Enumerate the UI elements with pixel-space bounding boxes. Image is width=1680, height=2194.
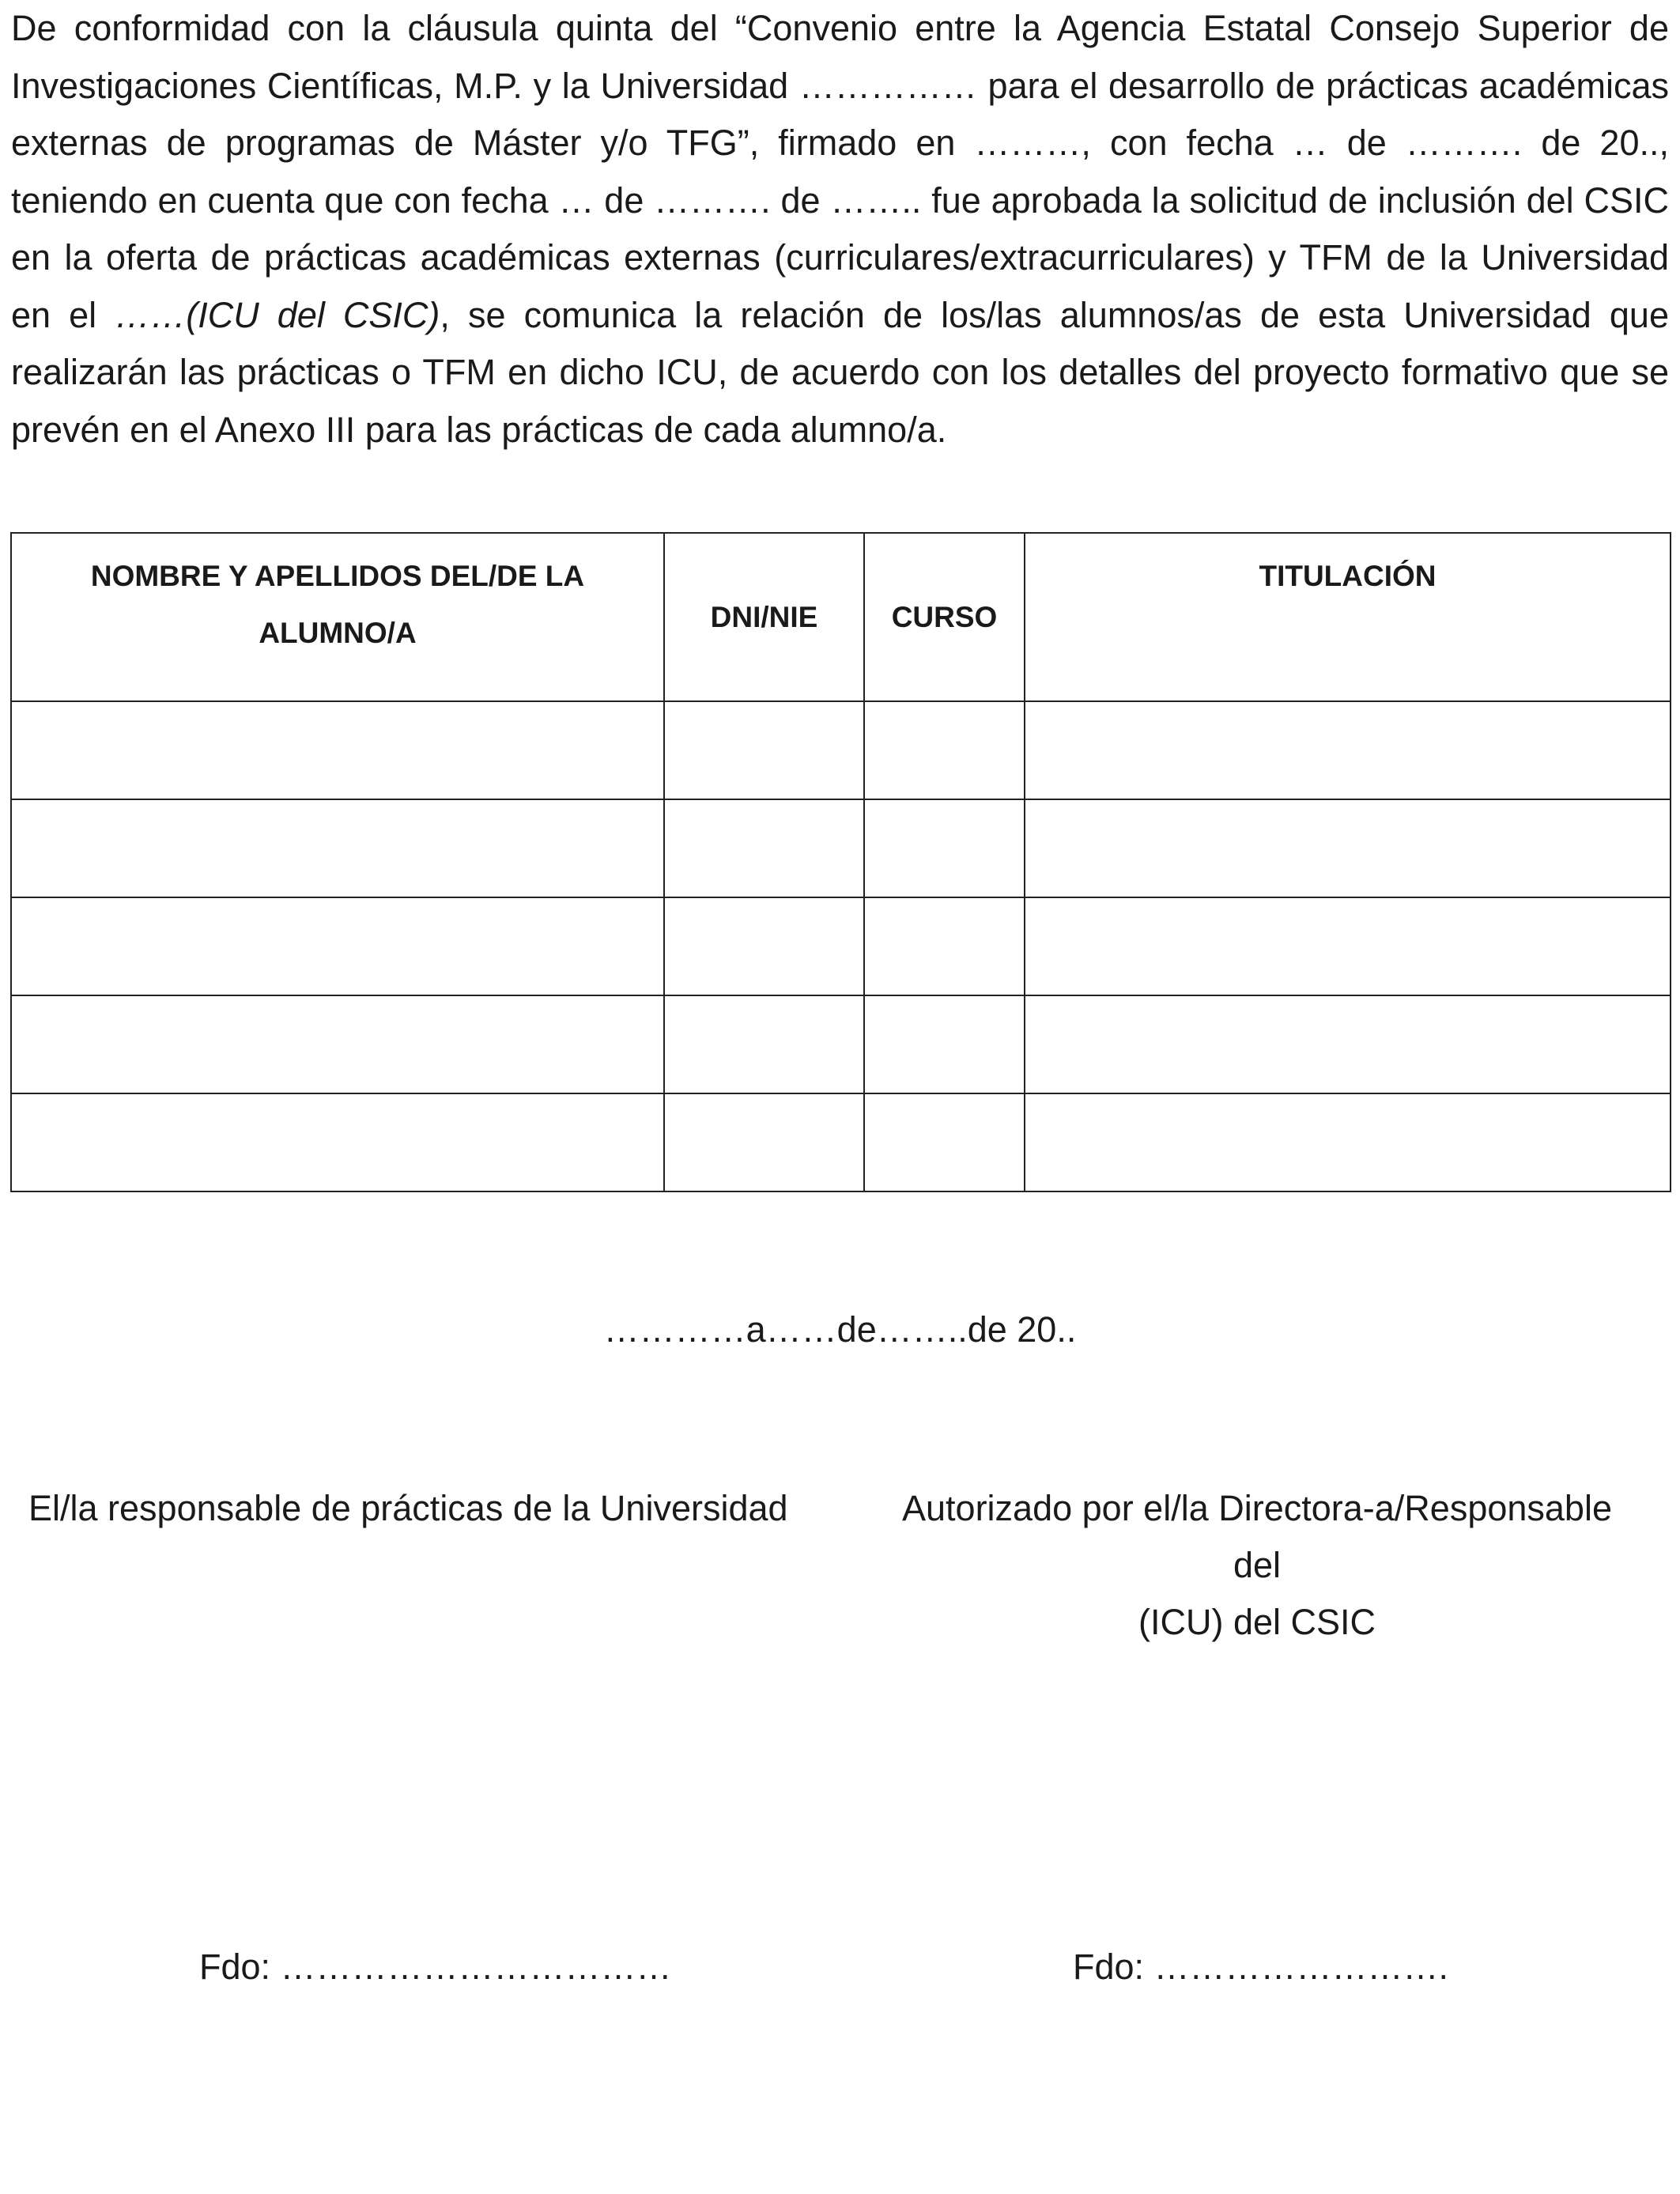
cell-degree[interactable] (1025, 897, 1671, 995)
cell-degree[interactable] (1025, 701, 1671, 799)
table-row (11, 1093, 1671, 1191)
students-table (10, 532, 1671, 1192)
cell-course[interactable] (864, 995, 1025, 1093)
csic-signatory-line2: del (1233, 1545, 1282, 1585)
cell-degree[interactable] (1025, 995, 1671, 1093)
intro-text-part2: , se comunica la relación de los/las alumnos/as de esta Universidad que realizarán las prácticas o TFM en dicho ICU, de acuerdo con los detalles del proyecto formativo que se prevén en el Anexo III para las prácticas de cada alumno/a. (11, 294, 1669, 450)
university-signatory-title: El/la responsable de prácticas de la Universidad (28, 1488, 788, 1528)
table-row (11, 701, 1671, 799)
cell-student-name[interactable] (11, 1093, 664, 1191)
csic-signatory-line3: (ICU) del CSIC (1138, 1602, 1376, 1642)
cell-dni[interactable] (664, 995, 864, 1093)
cell-course[interactable] (864, 897, 1025, 995)
cell-course[interactable] (864, 701, 1025, 799)
header-student-name: NOMBRE Y APELLIDOS DEL/DE LA ALUMNO/A (11, 533, 664, 701)
header-course: CURSO (864, 533, 1025, 701)
table-row (11, 995, 1671, 1093)
cell-dni[interactable] (664, 701, 864, 799)
cell-course[interactable] (864, 1093, 1025, 1191)
intro-text-part1: De conformidad con la cláusula quinta del “Convenio entre la Agencia Estatal Consejo Superior de Investigaciones Científicas, M.P. y la Universidad …………… para el desarrollo de prácticas académicas externas de programas de Máster y/o TFG”, firmado en ………, con fecha … de ………. de 20.., teniendo en cuenta que con fecha … de ………. de …….. fue aprobada la solicitud de inclusión del CSIC en la oferta de prácticas académicas externas (curriculares/extracurriculares) y TFM de la Universidad en el (11, 8, 1669, 335)
date-place-line: …………a……de……..de 20.. (603, 1309, 1077, 1350)
cell-degree[interactable] (1025, 1093, 1671, 1191)
cell-dni[interactable] (664, 1093, 864, 1191)
csic-signatory-line1: Autorizado por el/la Directora-a/Responsable (902, 1488, 1612, 1528)
cell-dni[interactable] (664, 799, 864, 897)
cell-student-name[interactable] (11, 995, 664, 1093)
table-row (11, 799, 1671, 897)
cell-course[interactable] (864, 799, 1025, 897)
cell-student-name[interactable] (11, 701, 664, 799)
cell-student-name[interactable] (11, 897, 664, 995)
cell-student-name[interactable] (11, 799, 664, 897)
intro-text-icu: ……(ICU del CSIC) (115, 294, 440, 335)
header-dni: DNI/NIE (664, 533, 864, 701)
csic-signatory-title (862, 1480, 1652, 1651)
cell-dni[interactable] (664, 897, 864, 995)
header-degree: TITULACIÓN (1025, 533, 1671, 701)
table-header-row (11, 533, 1671, 701)
table-row (11, 897, 1671, 995)
csic-signature-field[interactable]: Fdo: ……………………. (1073, 1947, 1449, 1987)
intro-paragraph (11, 0, 1669, 459)
university-signature-field[interactable]: Fdo: …………………………… (199, 1947, 672, 1987)
cell-degree[interactable] (1025, 799, 1671, 897)
